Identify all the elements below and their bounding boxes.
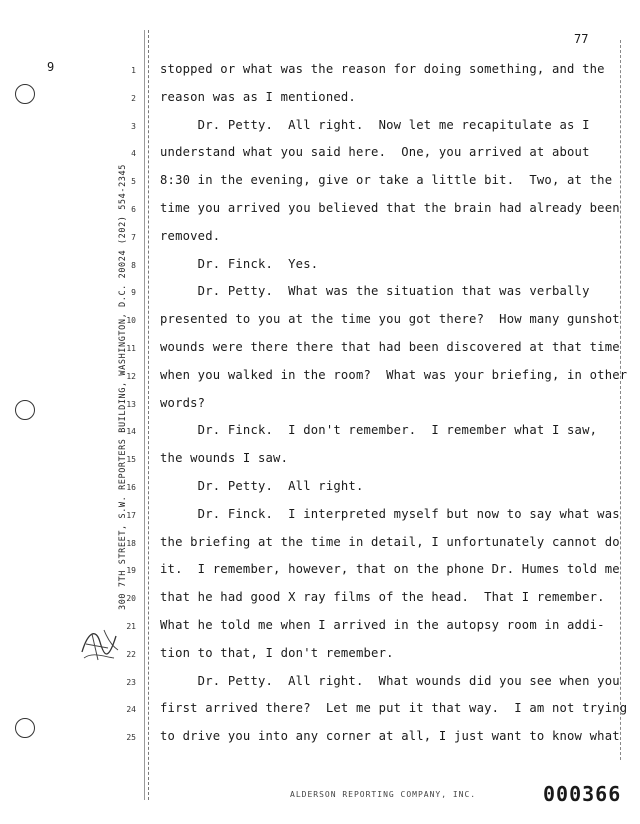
transcript-line: words?	[160, 395, 206, 410]
line-number: 6	[131, 205, 136, 214]
transcript-line: time you arrived you believed that the brain had already been	[160, 201, 620, 215]
line-number: 9	[131, 288, 136, 298]
transcript-line: it. I remember, however, that on the phone Dr. Humes told me	[160, 562, 620, 577]
line-number: 14	[126, 427, 136, 437]
side-number: 9	[47, 60, 55, 74]
line-number: 17	[126, 510, 136, 520]
signature-mark-icon	[78, 622, 122, 666]
transcript-line: the briefing at the time in detail, I unfortunately cannot do	[160, 534, 620, 549]
line-number: 12	[126, 371, 136, 381]
punch-hole	[15, 718, 35, 738]
punch-hole	[15, 400, 35, 420]
line-number: 20	[126, 594, 136, 604]
line-number: 25	[126, 733, 136, 743]
transcript-line: Dr. Finck. Yes.	[160, 256, 319, 271]
line-number: 21	[126, 622, 136, 631]
punch-hole	[15, 84, 35, 104]
transcript-line: reason was as I mentioned.	[160, 89, 356, 104]
line-number: 22	[126, 649, 136, 659]
line-number: 2	[131, 93, 136, 103]
line-number: 8	[131, 260, 136, 270]
page-number: 77	[574, 32, 589, 46]
line-number: 3	[131, 121, 136, 131]
line-number: 4	[131, 149, 136, 159]
line-number: 19	[126, 566, 136, 576]
transcript-line: removed.	[160, 228, 221, 243]
transcript-line: Dr. Petty. All right. Now let me recapitulate as I	[160, 117, 590, 132]
margin-rule	[148, 30, 149, 800]
line-number: 13	[126, 399, 136, 409]
footer-company: ALDERSON REPORTING COMPANY, INC.	[290, 790, 477, 799]
transcript-line: tion to that, I don't remember.	[160, 645, 394, 660]
transcript-line: Dr. Finck. I interpreted myself but now to say what was	[160, 506, 620, 521]
transcript-line: 8:30 in the evening, give or take a little bit. Two, at the	[160, 173, 613, 188]
line-number: 1	[131, 66, 136, 75]
transcript-line: What he told me when I arrived in the autopsy room in addi-	[160, 618, 605, 632]
transcript-line: Dr. Petty. All right. What wounds did you see when you	[160, 673, 620, 688]
transcript-line: to drive you into any corner at all, I just want to know what	[160, 729, 620, 744]
line-number: 23	[126, 677, 136, 687]
transcript-line: first arrived there? Let me put it that way. I am not trying	[160, 701, 628, 716]
transcript-line: when you walked in the room? What was your briefing, in other	[160, 367, 628, 382]
transcript-line: understand what you said here. One, you arrived at about	[160, 145, 590, 160]
line-number: 5	[131, 177, 136, 187]
transcript-line: Dr. Petty. What was the situation that was verbally	[160, 284, 590, 299]
line-number: 18	[126, 538, 136, 548]
transcript-line: Dr. Finck. I don't remember. I remember what I saw,	[160, 423, 598, 438]
transcript-line: stopped or what was the reason for doing something, and the	[160, 62, 605, 76]
transcript-line: the wounds I saw.	[160, 451, 289, 466]
transcript-line: presented to you at the time you got there? How many gunshot	[160, 312, 620, 327]
footer-bates-number: 000366	[543, 782, 622, 806]
transcript-line: that he had good X ray films of the head. That I remember.	[160, 590, 605, 605]
line-number: 10	[126, 316, 136, 326]
line-number: 24	[126, 705, 136, 715]
margin-rule	[144, 30, 145, 800]
transcript-line: Dr. Petty. All right.	[160, 479, 364, 493]
line-number: 7	[131, 232, 136, 242]
reporter-address: 300 7TH STREET, S.W. REPORTERS BUILDING, WASHINGTON, D.C. 20024 (202) 554-2345	[118, 164, 128, 610]
line-number: 11	[126, 344, 136, 353]
right-margin-rule	[620, 40, 621, 760]
line-number: 15	[126, 455, 136, 465]
transcript-line: wounds were there there that had been discovered at that time	[160, 340, 620, 354]
line-number: 16	[126, 483, 136, 492]
